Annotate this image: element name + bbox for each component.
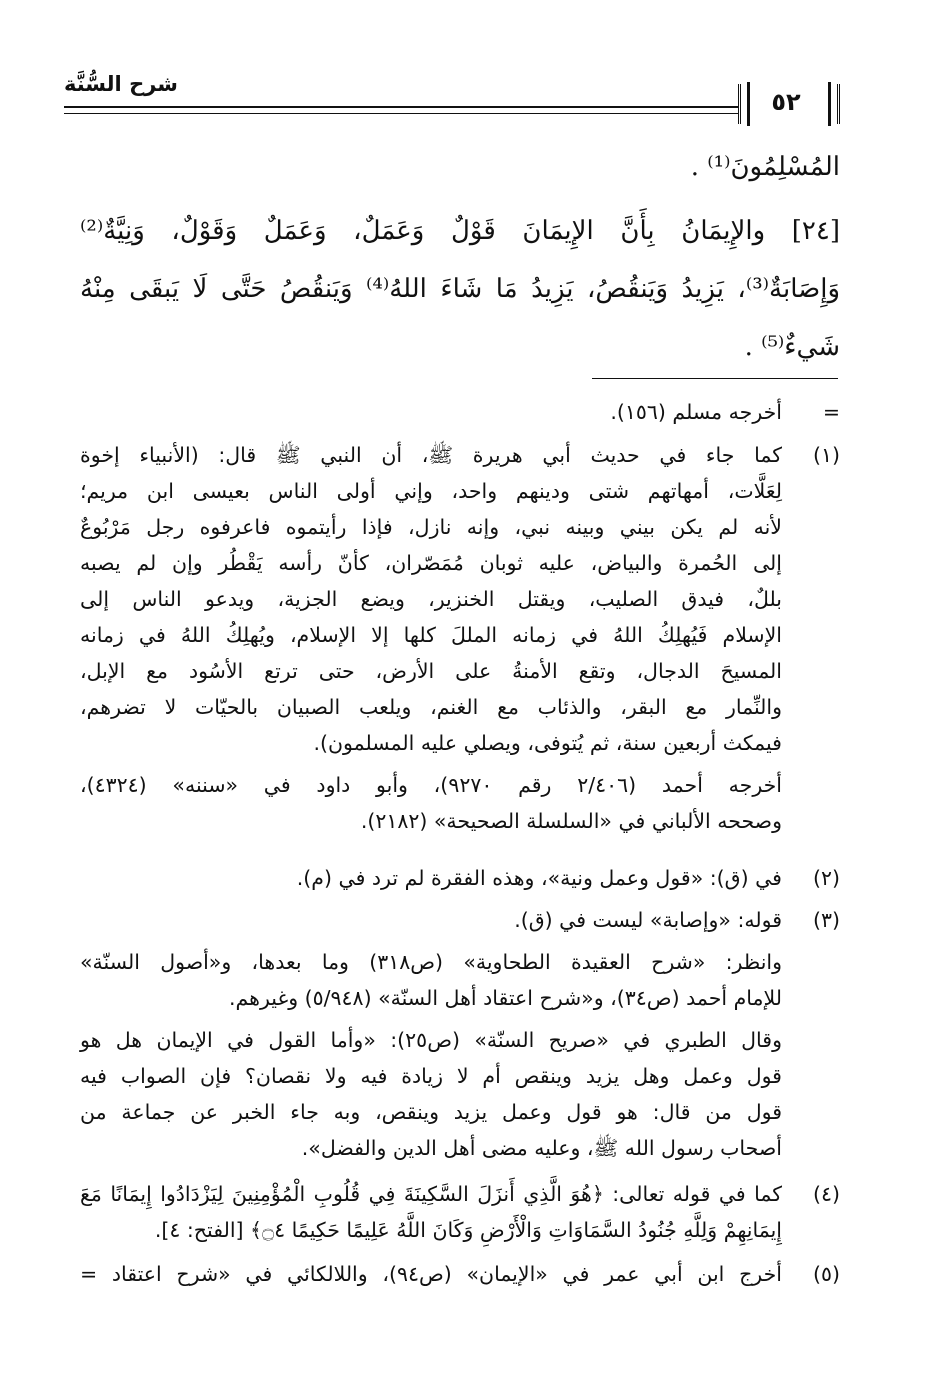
footnote-line: أخرج ابن أبي عمر في «الإيمان» (ص٩٤)، واللالكائي في «شرح اعتقاد = <box>80 1262 782 1286</box>
footnote-number: (٥) <box>812 1262 840 1286</box>
footnote-line: إلى الحُمرة والبياض، عليه ثوبان مُمَصّران، كأنّ رأسه يَقْطُر وإن لم يصبه <box>80 551 782 575</box>
footnote-line: لأنه لم يكن بيني وبينه نبي، وإنه نازل، فإذا رأيتموه فاعرفوه رجل مَرْبُوعٌ <box>80 515 782 539</box>
footnote-reference: أخرجه أحمد (٢/٤٠٦ رقم ٩٢٧٠)، وأبو داود في «سننه» (٤٣٢٤)، <box>80 773 782 797</box>
main-text-paragraph <box>80 202 840 376</box>
footnote-line: قول وعمل وهل يزيد وينقص أم لا زيادة فيه ولا نقصان؟ فإن الصواب فيه <box>80 1064 782 1088</box>
main-line-4: شَيءٌ⁽⁵⁾ . <box>744 332 840 362</box>
carry-text: أخرجه مسلم (١٥٦). <box>610 400 782 424</box>
footnote-line: لِعَلَّات، أمهاتهم شتى ودينهم واحد، وإني أولى الناس بعيسى ابن مريم؛ <box>80 479 782 503</box>
main-line-2: [٢٤] والإِيمَانُ بِأَنَّ الإِيمَانَ قَوْلٌ وَعَمَلٌ، وَعَمَلٌ وَقَوْلٌ، وَنِيَّةٌ⁽²⁾ <box>80 216 840 246</box>
footnote-line: والنِّمار مع البقر، والذئاب مع الغنم، ويلعب الصبيان بالحيّات لا تضرهم، <box>80 695 782 719</box>
footnote-line: كما في قوله تعالى: ﴿هُوَ الَّذِي أَنزَلَ السَّكِينَةَ فِي قُلُوبِ الْمُؤْمِنِينَ لِيَزْدَادُوا إِيمَانًا مَعَ <box>80 1182 782 1206</box>
footnote-number: (١) <box>812 443 840 467</box>
carry-marker: = <box>822 400 840 424</box>
header-rule <box>64 106 834 108</box>
main-line-1: المُسْلِمُونَ⁽¹⁾ . <box>690 152 840 182</box>
footnote-line: وانظر: «شرح العقيدة الطحاوية» (ص٣١٨) وما بعدها، و«أصول السنّة» <box>80 950 782 974</box>
footnote-line: الإسلام فَيُهلِكُ اللهُ في زمانه المللَ كلها إلا الإسلام، ويُهلِكُ اللهُ في زمانه <box>80 623 782 647</box>
footnote-line: أصحاب رسول الله ﷺ، وعليه مضى أهل الدين والفضل». <box>301 1136 782 1160</box>
page-number: ٥٢ <box>771 88 801 116</box>
footnote-5 <box>80 1256 840 1292</box>
footnote-line: فيمكث أربعين سنة، ثم يُتوفى، ويصلي عليه المسلمون). <box>313 731 782 755</box>
footnote-line: وقال الطبري في «صريح السنّة» (ص٢٥): «وأما القول في الإيمان هل هو <box>80 1028 782 1052</box>
footnote-line: قوله: «وإصابة» ليست في (ق). <box>514 908 782 932</box>
footnote-4 <box>80 1176 840 1248</box>
footnote-2 <box>80 860 840 896</box>
footnote-carryover <box>80 394 840 430</box>
footnote-1 <box>80 437 840 839</box>
footnote-reference: وصححه الألباني في «السلسلة الصحيحة» (٢١٨٢). <box>360 809 782 833</box>
footnote-3 <box>80 902 840 1166</box>
footnote-number: (٢) <box>812 866 840 890</box>
footnote-line: بللٌ، فيدق الصليب، ويقتل الخنزير، ويضع الجزية، ويدعو الناس إلى <box>80 587 782 611</box>
footnote-line: إِيمَانِهِمْ وَلِلَّهِ جُنُودُ السَّمَاوَاتِ وَالْأَرْضِ وَكَانَ اللَّهُ عَلِيمًا حَكِيمًا ۝٤﴾ [الفتح: ٤]. <box>154 1218 782 1242</box>
footnote-number: (٣) <box>812 908 840 932</box>
header-rule-thin <box>64 113 834 114</box>
main-text <box>80 138 840 196</box>
main-line-3: وَإِصَابَةٌ⁽³⁾، يَزِيدُ وَيَنقُصُ، يَزِيدُ مَا شَاءَ اللهُ⁽⁴⁾ وَيَنقُصُ حَتَّى لَا يَبقَى مِنْهُ <box>80 274 840 304</box>
book-title: شرح السُّنَّة <box>64 72 178 96</box>
footnote-line: قول من قال: هو قول وعمل يزيد وينقص، وبه جاء الخبر عن جماعة من <box>80 1100 782 1124</box>
footnote-separator <box>592 378 838 379</box>
footnote-line: في (ق): «قول وعمل ونية»، وهذه الفقرة لم ترد في (م). <box>296 866 782 890</box>
footnote-line: المسيحَ الدجال، وتقع الأمنةُ على الأرض، حتى ترتع الأسُود مع الإبل، <box>80 659 782 683</box>
footnote-line: كما جاء في حديث أبي هريرة ﷺ، أن النبي ﷺ قال: (الأنبياء إخوة <box>80 443 782 467</box>
footnote-number: (٤) <box>812 1182 840 1206</box>
footnote-line: للإمام أحمد (ص٣٤)، و«شرح اعتقاد أهل السنّة» (٥/٩٤٨) وغيرهم. <box>229 986 782 1010</box>
